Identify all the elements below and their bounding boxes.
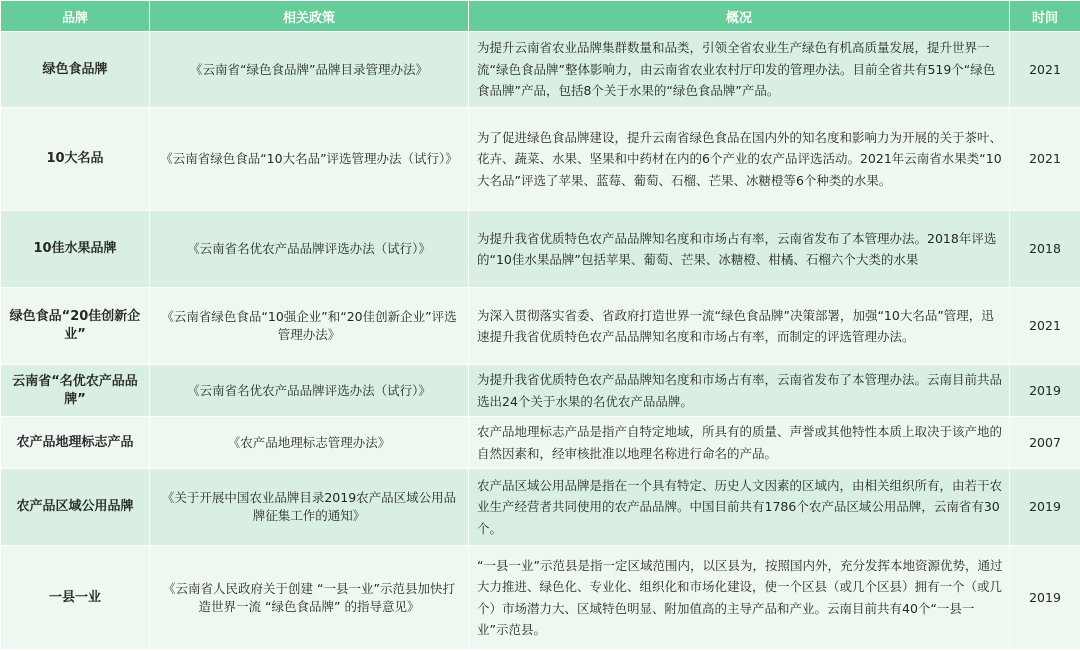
brand-cell: 10佳水果品牌 bbox=[1, 211, 150, 288]
brand-cell: 云南省“名优农产品品牌” bbox=[1, 365, 150, 417]
table-row bbox=[1, 211, 1080, 288]
header-summary: 概况 bbox=[469, 1, 1010, 32]
summary-cell: “一县一业”示范县是指一定区域范围内，以区县为，按照国内外，充分发挥本地资源优势，通过大力推进、绿色化、专业化、组织化和市场化建设，使一个区县（或几个区县）拥有一个（或几个）市场潜力大、区域特色明显、附加值高的主导产品和产业。云南目前共有40个“一县一业”示范县。 bbox=[469, 546, 1010, 650]
brand-cell: 农产品区域公用品牌 bbox=[1, 469, 150, 546]
brand-cell: 10大名品 bbox=[1, 108, 150, 211]
brand-cell: 绿色食品牌 bbox=[1, 32, 150, 108]
summary-cell: 为提升我省优质特色农产品品牌知名度和市场占有率，云南省发布了本管理办法。云南目前共品选出24个关于水果的名优农产品品牌。 bbox=[469, 365, 1010, 417]
year-cell: 2019 bbox=[1010, 469, 1080, 546]
year-cell: 2019 bbox=[1010, 365, 1080, 417]
year-cell: 2019 bbox=[1010, 546, 1080, 650]
table-row bbox=[1, 417, 1080, 469]
table-header-row bbox=[1, 1, 1080, 32]
policy-cell: 《云南省名优农产品品牌评选办法（试行）》 bbox=[150, 211, 469, 288]
table-row bbox=[1, 469, 1080, 546]
table-row bbox=[1, 365, 1080, 417]
policy-cell: 《云南省“绿色食品牌”品牌目录管理办法》 bbox=[150, 32, 469, 108]
header-year: 时间 bbox=[1010, 1, 1080, 32]
summary-cell: 农产品区域公用品牌是指在一个具有特定、历史人文因素的区域内，由相关组织所有，由若干农业生产经营者共同使用的农产品品牌。中国目前共有1786个农产品区域公用品牌，云南省有30个。 bbox=[469, 469, 1010, 546]
policy-cell: 《云南省绿色食品“10强企业”和“20佳创新企业”评选管理办法》 bbox=[150, 288, 469, 365]
policy-cell: 《关于开展中国农业品牌目录2019农产品区域公用品牌征集工作的通知》 bbox=[150, 469, 469, 546]
brand-cell: 绿色食品“20佳创新企业” bbox=[1, 288, 150, 365]
year-cell: 2021 bbox=[1010, 288, 1080, 365]
policy-cell: 《云南省绿色食品“10大名品”评选管理办法（试行）》 bbox=[150, 108, 469, 211]
table-row bbox=[1, 546, 1080, 650]
summary-cell: 为了促进绿色食品牌建设，提升云南省绿色食品在国内外的知名度和影响力为开展的关于茶叶、花卉、蔬菜、水果、坚果和中药材在内的6个产业的农产品评选活动。2021年云南省水果类“10大名品”评选了苹果、蓝莓、葡萄、石榴、芒果、冰糖橙等6个种类的水果。 bbox=[469, 108, 1010, 211]
summary-cell: 为提升我省优质特色农产品品牌知名度和市场占有率，云南省发布了本管理办法。2018年评选的“10佳水果品牌”包括苹果、葡萄、芒果、冰糖橙、柑橘、石榴六个大类的水果 bbox=[469, 211, 1010, 288]
table-row bbox=[1, 108, 1080, 211]
year-cell: 2021 bbox=[1010, 32, 1080, 108]
table-row bbox=[1, 288, 1080, 365]
year-cell: 2018 bbox=[1010, 211, 1080, 288]
header-policy: 相关政策 bbox=[150, 1, 469, 32]
header-brand: 品牌 bbox=[1, 1, 150, 32]
year-cell: 2007 bbox=[1010, 417, 1080, 469]
summary-cell: 农产品地理标志产品是指产自特定地域，所具有的质量、声誉或其他特性本质上取决于该产地的自然因素和，经审核批准以地理名称进行命名的产品。 bbox=[469, 417, 1010, 469]
brand-cell: 一县一业 bbox=[1, 546, 150, 650]
table-row bbox=[1, 32, 1080, 108]
year-cell: 2021 bbox=[1010, 108, 1080, 211]
summary-cell: 为深入贯彻落实省委、省政府打造世界一流“绿色食品牌”决策部署，加强“10大名品”管理，迅速提升我省优质特色农产品品牌知名度和市场占有率，而制定的评选管理办法。 bbox=[469, 288, 1010, 365]
policy-cell: 《云南省名优农产品品牌评选办法（试行）》 bbox=[150, 365, 469, 417]
policy-cell: 《农产品地理标志管理办法》 bbox=[150, 417, 469, 469]
brand-cell: 农产品地理标志产品 bbox=[1, 417, 150, 469]
summary-cell: 为提升云南省农业品牌集群数量和品类，引领全省农业生产绿色有机高质量发展，提升世界一流“绿色食品牌”整体影响力，由云南省农业农村厅印发的管理办法。目前全省共有519个“绿色食品牌”产品，包括8个关于水果的“绿色食品牌”产品。 bbox=[469, 32, 1010, 108]
policy-cell: 《云南省人民政府关于创建 “一县一业”示范县加快打造世界一流 “绿色食品牌” 的指导意见》 bbox=[150, 546, 469, 650]
